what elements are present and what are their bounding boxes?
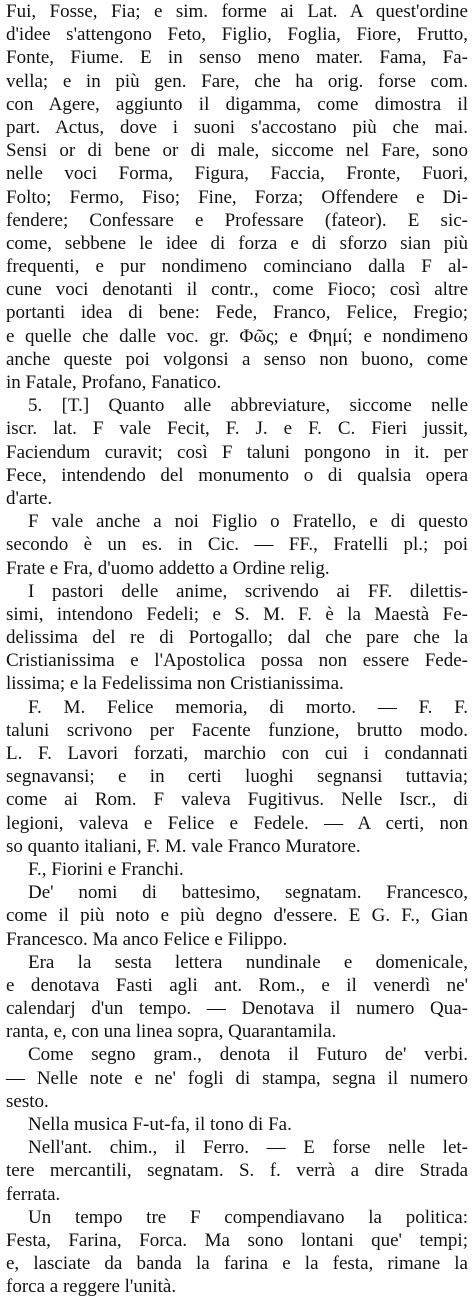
text-line: ferrata. [6, 1183, 61, 1205]
text-line: Un tempo tre F compendiavano la politica: [28, 1206, 468, 1228]
text-line: nelle voci Forma, Figura, Faccia, Fronte, Fuori, [6, 163, 468, 185]
text-line: Cristianissima e l'Apostolica possa non essere Fede- [6, 650, 468, 672]
text-line: anche queste poi volgonsi a senso non buono, come [6, 348, 468, 370]
text-line: e denotava Fasti agli ant. Rom., e il venerdì ne' [6, 974, 468, 996]
text-line: d'idee s'attengono Feto, Figlio, Foglia, Fiore, Frutto, [6, 24, 468, 46]
text-line: so quanto italiani, F. M. vale Franco Muratore. [6, 835, 361, 857]
text-line: 5. [T.] Quanto alle abbreviature, siccome nelle [28, 395, 468, 417]
text-line: con Agere, aggiunto il digamma, come dimostra il [6, 93, 468, 115]
text-line: F. M. Felice memoria, di morto. — F. F. [28, 696, 468, 718]
text-line: Nella musica F-ut-fa, il tono di Fa. [28, 1114, 292, 1135]
text-line: F., Fiorini e Franchi. [28, 858, 184, 880]
text-line: in Fatale, Profano, Fanatico. [6, 372, 222, 393]
text-line: come, sebbene le idee di forza e di sforzo sian più [6, 232, 468, 254]
text-line: portanti idea di bene: Fede, Franco, Felice, Fregio; [6, 302, 468, 324]
text-line: Folto; Fermo, Fiso; Fine, Forza; Offendere e Di- [6, 186, 468, 208]
text-line: fendere; Confessare e Professare (fateor). E sic- [6, 209, 468, 231]
text-line: tere mercantili, segnatam. S. f. verrà a dire Strada [6, 1160, 468, 1182]
text-line: lissima; e la Fedelissima non Cristianissima. [6, 673, 344, 695]
text-line: e, lasciate da banda la farina e la festa, rimane la [6, 1253, 468, 1275]
text-line: simi, intendono Fedeli; e S. M. F. è la Maestà Fe- [6, 603, 468, 625]
text-line: — Nelle note e ne' fogli di stampa, segna il numero [6, 1067, 468, 1089]
text-line: F vale anche a noi Figlio o Fratello, e di questo [28, 511, 468, 533]
text-line: vella; e in più gen. Fare, che ha orig. forse com. [6, 70, 468, 92]
text-line: Frate e Fra, d'uomo addetto a Ordine relig. [6, 557, 330, 579]
text-line: e quelle che dalle voc. gr. Φῶς; e Φημί; e nondimeno [6, 325, 468, 347]
text-line: Sensi or di bene or di male, siccome nel Fare, sono [6, 140, 468, 162]
text-line: delissima del re di Portogallo; dal che pare che la [6, 627, 468, 649]
text-line: Fui, Fosse, Fia; e sim. forme ai Lat. A quest'ordine [6, 1, 468, 22]
text-line: taluni scrivono per Facente funzione, brutto modo. [6, 719, 468, 741]
text-line: cune voci denotanti il contr., come Fioco; così altre [6, 279, 468, 301]
text-line: Fonte, Fiume. E in senso meno mater. Fama, Fa- [6, 47, 468, 69]
text-line: Come segno gram., denota il Futuro de' verbi. [28, 1044, 468, 1066]
text-line: De' nomi di battesimo, segnatam. Francesco, [28, 882, 468, 904]
text-line: sesto. [6, 1090, 49, 1112]
text-line: ranta, e, con una linea sopra, Quarantamila. [6, 1021, 337, 1043]
text-line: I pastori delle anime, scrivendo ai FF. dilettis- [28, 580, 468, 602]
text-line: frequenti, e pur nondimeno cominciano dalla F al- [6, 256, 468, 278]
text-line: calendarj d'un tempo. — Denotava il numero Qua- [6, 998, 468, 1020]
text-line: iscr. lat. F vale Fecit, F. J. e F. C. Fieri jussit, [6, 418, 468, 440]
text-line: part. Actus, dove i suoni s'accostano più che mai. [6, 116, 468, 138]
text-line: Fece, intendendo del monumento o di qualsia opera [6, 464, 468, 486]
text-line: Nell'ant. chim., il Ferro. — E forse nelle let- [28, 1137, 468, 1159]
text-line: Faciendum curavit; così F taluni pongono in it. per [6, 441, 468, 463]
text-line: d'arte. [6, 487, 53, 509]
text-line: legioni, valeva e Felice e Fedele. — A certi, non [6, 812, 468, 834]
text-line: Era la sesta lettera nundinale e domenicale, [28, 951, 468, 973]
text-line: forca a reggere l'unità. [6, 1276, 177, 1298]
text-line: come il più noto e più degno d'essere. E G. F., Gian [6, 905, 468, 927]
text-line: Festa, Farina, Forca. Ma sono lontani que' tempi; [6, 1229, 468, 1251]
text-line: secondo è un es. in Cic. — FF., Fratelli pl.; poi [6, 534, 468, 556]
text-line: segnavansi; e in certi luoghi segnansi tuttavia; [6, 766, 468, 788]
text-line: come ai Rom. F valeva Fugitivus. Nelle Iscr., di [6, 789, 468, 811]
text-line: L. F. Lavori forzati, marchio con cui i condannati [6, 743, 468, 764]
text-line: Francesco. Ma anco Felice e Filippo. [6, 928, 288, 950]
